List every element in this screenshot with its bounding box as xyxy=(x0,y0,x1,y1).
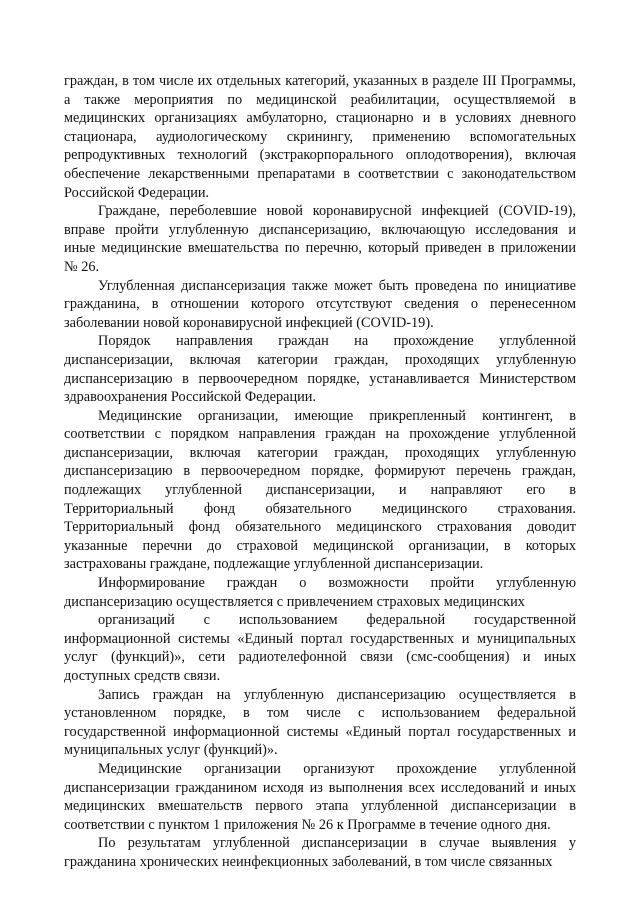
paragraph xyxy=(64,332,576,406)
text-line: государственной информационной системы «Единый портал государственных и xyxy=(64,723,576,740)
text-line: здравоохранения Российской Федерации. xyxy=(64,389,316,406)
text-line: диспансеризации гражданином исходя из выполнения всех исследований и иных xyxy=(64,779,576,796)
paragraph xyxy=(64,72,576,202)
text-line: Углубленная диспансеризация также может быть проведена по инициативе xyxy=(98,277,576,294)
paragraph xyxy=(64,760,576,834)
text-line: услуг (функций)», сети радиотелефонной связи (смс-сообщения) и иных xyxy=(64,649,576,666)
text-line: указанные перечни до страховой медицинской организации, в которых xyxy=(64,537,576,554)
text-line: диспансеризации, включая категории граждан, проходящих углубленную xyxy=(64,444,576,461)
text-line: Медицинские организации организуют прохождение углубленной xyxy=(98,760,576,777)
text-line: Граждане, переболевшие новой коронавирусной инфекцией (COVID-19), xyxy=(98,203,576,220)
text-line: медицинских вмешательств первого этапа углубленной диспансеризации в xyxy=(64,798,576,815)
text-line: гражданина, в отношении которого отсутствуют сведения о перенесенном xyxy=(64,296,576,313)
text-line: установленном порядке, в том числе с использованием федеральной xyxy=(64,705,576,722)
text-line: Запись граждан на углубленную диспансеризацию осуществляется в xyxy=(98,686,576,703)
text-line: вправе пройти углубленную диспансеризацию, включающую исследования и xyxy=(64,221,576,238)
text-line: а также мероприятия по медицинской реабилитации, осуществляемой в xyxy=(64,91,576,108)
text-line: подлежащих углубленной диспансеризации, и направляют его в xyxy=(64,482,576,499)
text-line: застрахованы граждане, подлежащие углубленной диспансеризации. xyxy=(64,556,484,573)
text-line: репродуктивных технологий (экстракорпорального оплодотворения), включая xyxy=(64,147,576,164)
text-line: № 26. xyxy=(64,258,100,275)
paragraph xyxy=(64,686,576,760)
text-line: муниципальных услуг (функций)». xyxy=(64,742,278,759)
text-line: граждан, в том числе их отдельных категорий, указанных в разделе III Программы, xyxy=(64,73,576,89)
text-line: обеспечение лекарственными препаратами в соответствии с законодательством xyxy=(64,165,576,182)
text-line: диспансеризацию в первоочередном порядке, устанавливается Министерством xyxy=(64,370,576,387)
text-line: Порядок направления граждан на прохождение углубленной xyxy=(98,333,576,350)
text-line: Российской Федерации. xyxy=(64,184,210,201)
text-line: По результатам углубленной диспансеризации в случае выявления у xyxy=(98,835,576,852)
text-line: диспансеризацию осуществляется с привлечением страховых медицинских xyxy=(64,593,525,610)
text-line: доступных средств связи. xyxy=(64,668,221,684)
text-line: соответствии с порядком направления граждан на прохождение углубленной xyxy=(64,426,576,443)
text-line: Информирование граждан о возможности пройти углубленную xyxy=(98,575,576,592)
document-page xyxy=(64,72,576,872)
paragraph xyxy=(64,407,576,574)
text-line: заболевании новой коронавирусной инфекцией (COVID-19). xyxy=(64,314,434,331)
text-line: гражданина хронических неинфекционных заболеваний, в том числе связанных xyxy=(64,853,553,870)
paragraph xyxy=(64,611,576,685)
text-line: Медицинские организации, имеющие прикрепленный контингент, в xyxy=(98,407,576,424)
paragraph xyxy=(64,574,576,611)
text-line: иные медицинские вмешательства по перечню, который приведен в приложении xyxy=(64,240,576,257)
text-line: медицинских организациях амбулаторно, стационарно и в условиях дневного xyxy=(64,110,576,127)
text-line: информационной системы «Единый портал государственных и муниципальных xyxy=(64,630,576,647)
text-line: диспансеризацию в первоочередном порядке, формируют перечень граждан, xyxy=(64,463,576,480)
paragraph xyxy=(64,277,576,333)
text-line: диспансеризации, включая категории граждан, проходящих углубленную xyxy=(64,351,576,368)
text-line: Территориальный фонд обязательного медицинского страхования. xyxy=(64,500,576,517)
text-line: соответствии с пунктом 1 приложения № 26 к Программе в течение одного дня. xyxy=(64,816,551,833)
paragraph xyxy=(64,202,576,276)
text-line: Территориальный фонд обязательного медицинского страхования доводит xyxy=(64,519,576,536)
text-line: организаций с использованием федеральной государственной xyxy=(98,612,576,629)
paragraph xyxy=(64,834,576,871)
text-line: стационара, аудиологическому скринингу, применению вспомогательных xyxy=(64,128,576,145)
